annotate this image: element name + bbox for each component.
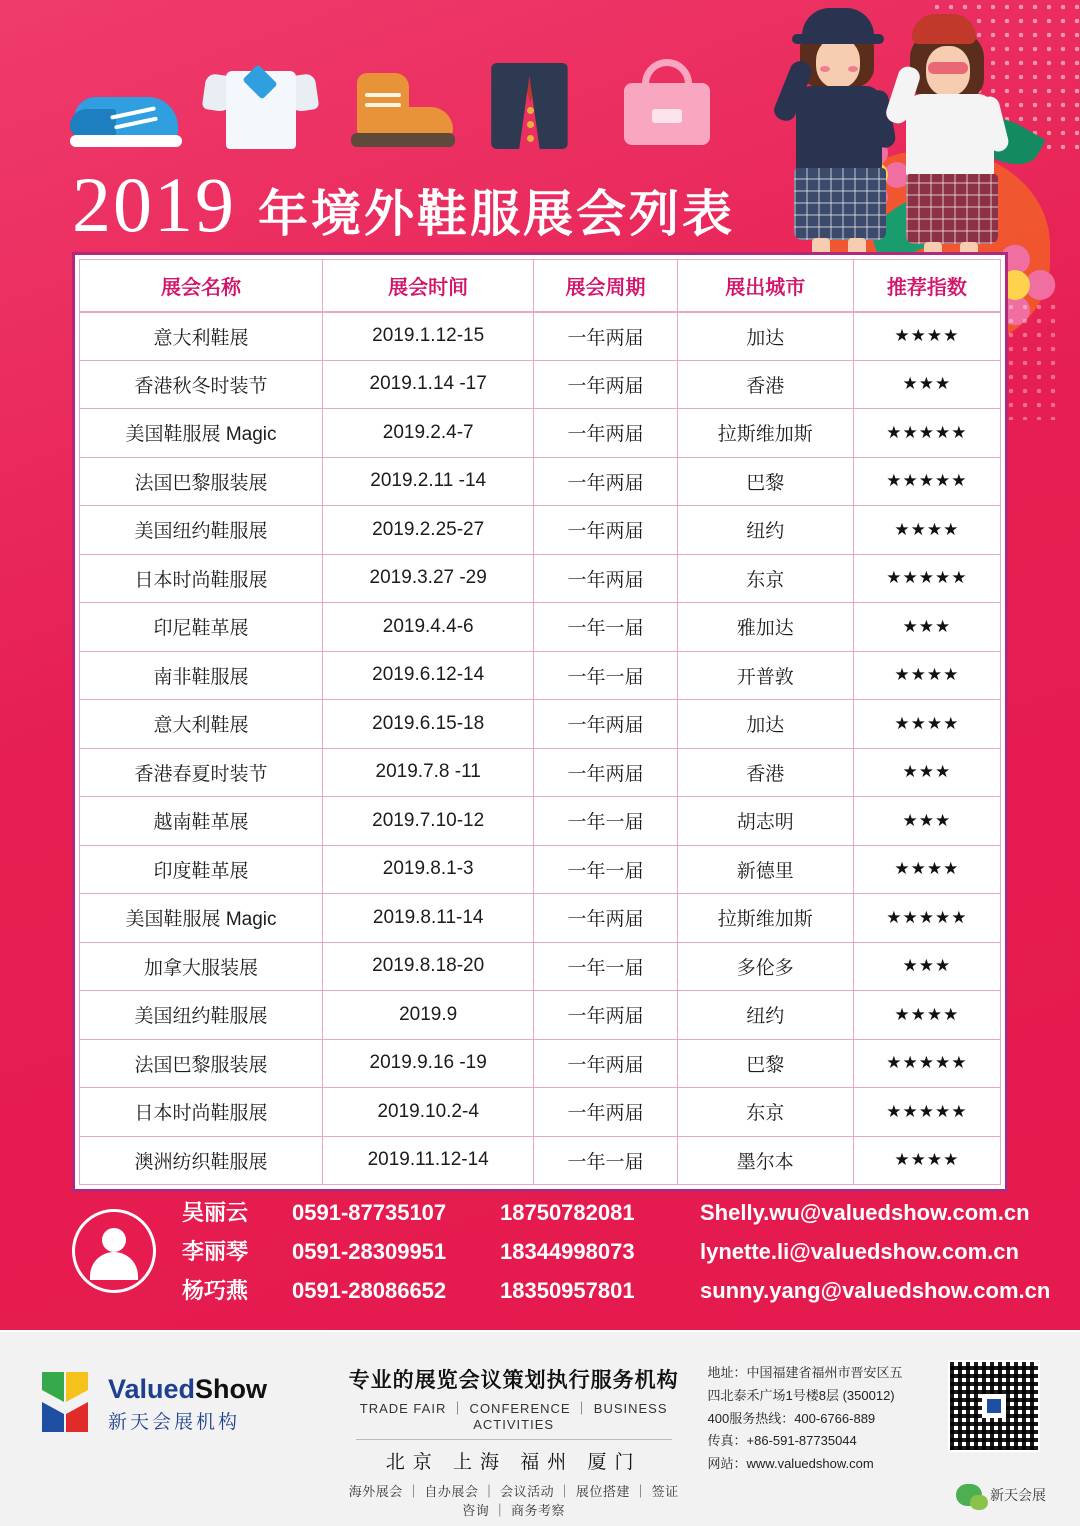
- cell-rating: ★★★★: [853, 651, 1000, 700]
- wechat-badge[interactable]: [946, 1480, 1056, 1510]
- cell-rating: ★★★★★: [853, 1039, 1000, 1088]
- cell-rating: ★★★: [853, 797, 1000, 846]
- table-row: [80, 748, 1001, 797]
- cell-city: 墨尔本: [677, 1136, 853, 1185]
- cell-rating: ★★★: [853, 942, 1000, 991]
- boot-icon: [339, 55, 451, 155]
- vest-icon: [473, 55, 585, 155]
- cell-rating: ★★★: [853, 603, 1000, 652]
- table-row: [80, 506, 1001, 555]
- table-row: [80, 409, 1001, 458]
- table-row: [80, 942, 1001, 991]
- cell-rating: ★★★★: [853, 506, 1000, 555]
- cell-cycle: 一年两届: [534, 312, 677, 361]
- table-row: [80, 603, 1001, 652]
- handbag-icon: [608, 55, 720, 155]
- col-header-date: 展会时间: [323, 260, 534, 312]
- cell-date: 2019.3.27 -29: [323, 554, 534, 603]
- cell-rating: ★★★★: [853, 312, 1000, 361]
- wechat-icon: [956, 1484, 982, 1506]
- cell-cycle: 一年两届: [534, 360, 677, 409]
- cell-date: 2019.9.16 -19: [323, 1039, 534, 1088]
- cell-name: 日本时尚鞋服展: [80, 554, 323, 603]
- cell-city: 香港: [677, 748, 853, 797]
- cell-date: 2019.10.2-4: [323, 1088, 534, 1137]
- contact-list: [182, 1196, 1050, 1305]
- website[interactable]: 网站：www.valuedshow.com: [707, 1456, 874, 1471]
- cell-name: 意大利鞋展: [80, 700, 323, 749]
- cell-rating: ★★★: [853, 360, 1000, 409]
- contact-row: [182, 1274, 1050, 1305]
- cell-name: 香港春夏时装节: [80, 748, 323, 797]
- company-slogan-block: [346, 1354, 682, 1519]
- cell-city: 东京: [677, 554, 853, 603]
- cell-date: 2019.7.10-12: [323, 797, 534, 846]
- col-header-rating: 推荐指数: [853, 260, 1000, 312]
- cell-city: 拉斯维加斯: [677, 409, 853, 458]
- cell-city: 纽约: [677, 991, 853, 1040]
- slogan-en: TRADE FAIR ｜ CONFERENCE ｜ BUSINESS ACTIVITIES: [359, 1401, 668, 1432]
- cell-name: 越南鞋革展: [80, 797, 323, 846]
- cell-name: 日本时尚鞋服展: [80, 1088, 323, 1137]
- logo-mark-icon: [40, 1372, 96, 1436]
- sneaker-icon: [70, 55, 182, 155]
- cell-city: 开普敦: [677, 651, 853, 700]
- cell-city: 加达: [677, 312, 853, 361]
- cell-cycle: 一年一届: [534, 603, 677, 652]
- cell-name: 南非鞋服展: [80, 651, 323, 700]
- contact-name: 杨巧燕: [182, 1278, 249, 1303]
- table-row: [80, 845, 1001, 894]
- cell-date: 2019.7.8 -11: [323, 748, 534, 797]
- cell-city: 拉斯维加斯: [677, 894, 853, 943]
- cell-cycle: 一年两届: [534, 748, 677, 797]
- logo-valued: Valued: [108, 1374, 196, 1404]
- exhibition-table-card: [72, 252, 1008, 1192]
- divider: [356, 1439, 672, 1440]
- cell-rating: ★★★: [853, 748, 1000, 797]
- cell-city: 多伦多: [677, 942, 853, 991]
- contact-name: 李丽琴: [182, 1239, 249, 1264]
- contact-tel: 0591-28086652: [292, 1278, 447, 1303]
- cell-date: 2019.8.1-3: [323, 845, 534, 894]
- cell-city: 巴黎: [677, 1039, 853, 1088]
- cell-date: 2019.1.14 -17: [323, 360, 534, 409]
- service-list: 海外展会 ｜ 自办展会 ｜ 会议活动 ｜ 展位搭建 ｜ 签证咨询 ｜ 商务考察: [348, 1484, 679, 1518]
- cell-city: 纽约: [677, 506, 853, 555]
- table-header-row: [80, 260, 1001, 312]
- cell-date: 2019.2.11 -14: [323, 457, 534, 506]
- logo-show: Show: [195, 1374, 268, 1404]
- cell-city: 雅加达: [677, 603, 853, 652]
- cell-city: 巴黎: [677, 457, 853, 506]
- page-title: [72, 160, 735, 250]
- cell-name: 印度鞋革展: [80, 845, 323, 894]
- table-row: [80, 1136, 1001, 1185]
- cell-name: 美国纽约鞋服展: [80, 506, 323, 555]
- polo-shirt-icon: [204, 55, 316, 155]
- cell-city: 新德里: [677, 845, 853, 894]
- contact-section: [72, 1196, 1051, 1305]
- cell-date: 2019.4.4-6: [323, 603, 534, 652]
- cell-city: 加达: [677, 700, 853, 749]
- cell-name: 法国巴黎服装展: [80, 457, 323, 506]
- address-line-2: 四北泰禾广场1号楼8层 (350012): [707, 1387, 895, 1403]
- cell-date: 2019.2.25-27: [323, 506, 534, 555]
- cell-name: 意大利鞋展: [80, 312, 323, 361]
- hotline: 400服务热线：400-6766-889: [707, 1410, 876, 1426]
- contact-row: [182, 1196, 1050, 1227]
- contact-tel: 0591-28309951: [292, 1239, 447, 1264]
- cell-cycle: 一年一届: [534, 942, 677, 991]
- contact-email[interactable]: sunny.yang@valuedshow.com.cn: [700, 1278, 1051, 1303]
- cell-city: 香港: [677, 360, 853, 409]
- contact-mobile: 18750782081: [500, 1200, 635, 1225]
- cell-name: 美国鞋服展 Magic: [80, 409, 323, 458]
- cell-cycle: 一年一届: [534, 651, 677, 700]
- cell-cycle: 一年两届: [534, 1088, 677, 1137]
- col-header-cycle: 展会周期: [534, 260, 677, 312]
- cell-cycle: 一年一届: [534, 797, 677, 846]
- product-icons-row: [70, 45, 720, 155]
- cell-cycle: 一年两届: [534, 554, 677, 603]
- cell-city: 胡志明: [677, 797, 853, 846]
- cell-rating: ★★★★: [853, 991, 1000, 1040]
- contact-tel: 0591-87735107: [292, 1200, 447, 1225]
- cell-date: 2019.1.12-15: [323, 312, 534, 361]
- table-row: [80, 651, 1001, 700]
- contact-email[interactable]: Shelly.wu@valuedshow.com.cn: [700, 1200, 1030, 1225]
- cell-date: 2019.6.15-18: [323, 700, 534, 749]
- cell-cycle: 一年两届: [534, 457, 677, 506]
- table-row: [80, 894, 1001, 943]
- cell-name: 澳洲纺织鞋服展: [80, 1136, 323, 1185]
- cell-cycle: 一年一届: [534, 845, 677, 894]
- qr-code-icon[interactable]: [948, 1360, 1040, 1452]
- cell-name: 法国巴黎服装展: [80, 1039, 323, 1088]
- cell-cycle: 一年两届: [534, 409, 677, 458]
- cell-cycle: 一年两届: [534, 894, 677, 943]
- cell-city: 东京: [677, 1088, 853, 1137]
- cell-rating: ★★★★: [853, 700, 1000, 749]
- city-list: 北京 上海 福州 厦门: [385, 1452, 642, 1473]
- table-row: [80, 1088, 1001, 1137]
- cell-name: 美国纽约鞋服展: [80, 991, 323, 1040]
- table-row: [80, 700, 1001, 749]
- cell-cycle: 一年两届: [534, 700, 677, 749]
- table-row: [80, 1039, 1001, 1088]
- table-row: [80, 991, 1001, 1040]
- table-row: [80, 554, 1001, 603]
- footer-bar: [0, 1330, 1080, 1526]
- title-year: 2019: [72, 161, 236, 248]
- cell-cycle: 一年两届: [534, 1039, 677, 1088]
- cell-rating: ★★★★: [853, 1136, 1000, 1185]
- cell-cycle: 一年两届: [534, 991, 677, 1040]
- cell-name: 美国鞋服展 Magic: [80, 894, 323, 943]
- cell-rating: ★★★★★: [853, 894, 1000, 943]
- cell-date: 2019.11.12-14: [323, 1136, 534, 1185]
- table-row: [80, 797, 1001, 846]
- cell-cycle: 一年一届: [534, 1136, 677, 1185]
- cell-rating: ★★★★★: [853, 554, 1000, 603]
- cell-name: 香港秋冬时装节: [80, 360, 323, 409]
- table-row: [80, 360, 1001, 409]
- cell-date: 2019.8.11-14: [323, 894, 534, 943]
- cell-date: 2019.8.18-20: [323, 942, 534, 991]
- fax: 传真：+86-591-87735044: [707, 1433, 857, 1449]
- cell-rating: ★★★★: [853, 845, 1000, 894]
- cell-rating: ★★★★★: [853, 457, 1000, 506]
- contact-row: [182, 1235, 1050, 1266]
- contact-name: 吴丽云: [182, 1200, 249, 1225]
- exhibition-table: [79, 259, 1001, 1185]
- address-line-1: 地址：中国福建省福州市晋安区五: [707, 1365, 903, 1380]
- cell-name: 印尼鞋革展: [80, 603, 323, 652]
- cell-rating: ★★★★★: [853, 1088, 1000, 1137]
- cell-rating: ★★★★★: [853, 409, 1000, 458]
- slogan-cn: 专业的展览会议策划执行服务机构: [348, 1369, 679, 1392]
- person-icon: [72, 1209, 156, 1293]
- col-header-name: 展会名称: [80, 260, 323, 312]
- table-row: [80, 457, 1001, 506]
- cell-date: 2019.6.12-14: [323, 651, 534, 700]
- logo-text-en: [108, 1374, 267, 1405]
- col-header-city: 展出城市: [677, 260, 853, 312]
- cell-cycle: 一年两届: [534, 506, 677, 555]
- qr-code-block: [948, 1354, 1040, 1452]
- contact-email[interactable]: lynette.li@valuedshow.com.cn: [700, 1239, 1019, 1264]
- table-row: [80, 312, 1001, 361]
- company-logo: [40, 1354, 320, 1436]
- title-main: 年境外鞋服展会列表: [258, 186, 735, 242]
- contact-mobile: 18344998073: [500, 1239, 635, 1264]
- wechat-label: 新天会展: [990, 1487, 1046, 1503]
- logo-text-cn: 新天会展机构: [108, 1412, 241, 1433]
- contact-mobile: 18350957801: [500, 1278, 635, 1303]
- cell-name: 加拿大服装展: [80, 942, 323, 991]
- cell-date: 2019.9: [323, 991, 534, 1040]
- cell-date: 2019.2.4-7: [323, 409, 534, 458]
- address-block: [708, 1354, 923, 1476]
